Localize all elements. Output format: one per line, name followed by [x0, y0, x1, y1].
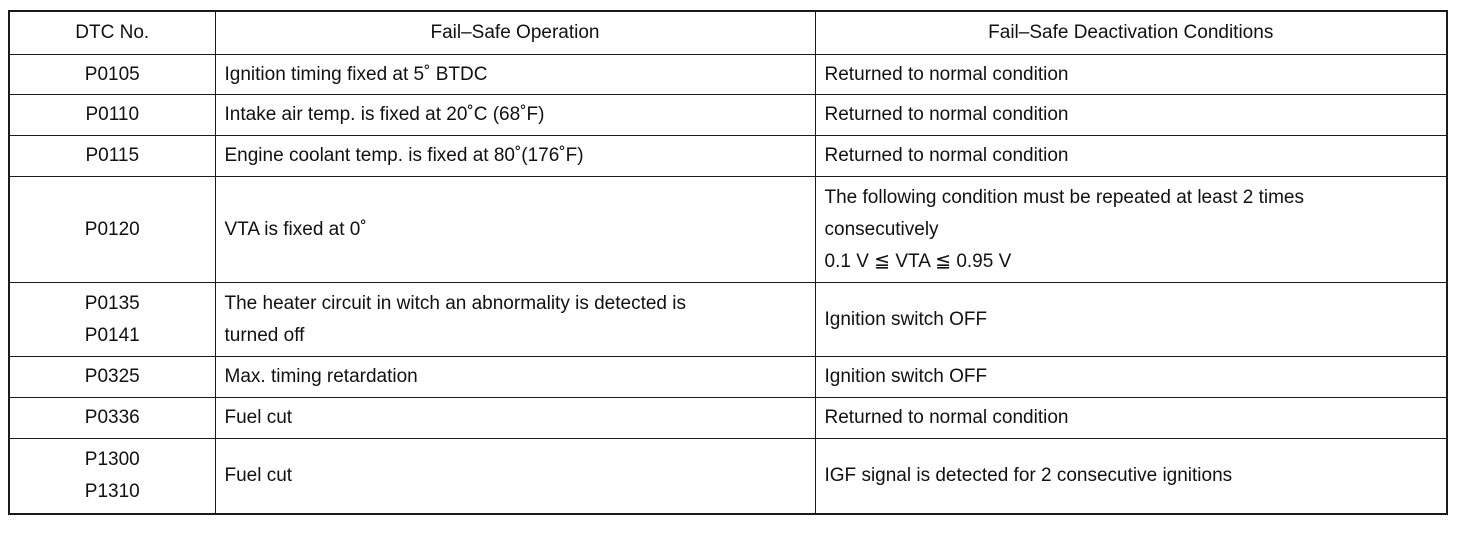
- dtc-code: P0135: [84, 292, 140, 314]
- table-row: [9, 398, 1447, 439]
- condition-text: The following condition must be repeated at least 2 times: [824, 186, 1304, 208]
- operation-cell: [215, 283, 815, 357]
- operation-text: Engine coolant temp. is fixed at 80˚(176˚F): [224, 145, 584, 166]
- dtc-code-cell: [9, 55, 215, 95]
- operation-cell: [215, 55, 815, 95]
- dtc-code: P0325: [84, 366, 140, 387]
- operation-cell: [215, 95, 815, 136]
- dtc-code: P1310: [84, 481, 140, 502]
- table-row: [9, 136, 1447, 177]
- condition-cell: [815, 95, 1447, 136]
- dtc-code-cell: [9, 357, 215, 398]
- condition-cell: [815, 177, 1447, 283]
- condition-cell: [815, 439, 1447, 515]
- dtc-code-cell: [9, 398, 215, 439]
- operation-text: VTA is fixed at 0˚: [224, 218, 367, 240]
- condition-text: Ignition switch OFF: [824, 366, 988, 387]
- table-row: [9, 95, 1447, 136]
- operation-text: turned off: [224, 324, 305, 346]
- dtc-code-cell: [9, 283, 215, 357]
- dtc-code: P0141: [84, 324, 140, 346]
- dtc-code-cell: [9, 136, 215, 177]
- operation-cell: [215, 398, 815, 439]
- operation-text: Fuel cut: [224, 465, 293, 486]
- condition-cell: [815, 357, 1447, 398]
- condition-cell: [815, 283, 1447, 357]
- dtc-code-cell: [9, 439, 215, 515]
- condition-text: consecutively: [824, 218, 939, 240]
- dtc-code: P0336: [84, 407, 140, 428]
- header-row: [9, 11, 1447, 55]
- dtc-code: P0115: [85, 145, 140, 166]
- condition-text: Returned to normal condition: [824, 407, 1069, 428]
- table-row: [9, 177, 1447, 283]
- operation-cell: [215, 136, 815, 177]
- condition-formula: 0.1 V ≦ VTA ≦ 0.95 V: [824, 250, 1012, 272]
- table-row: [9, 55, 1447, 95]
- dtc-code: P0110: [85, 104, 140, 125]
- condition-text: Returned to normal condition: [824, 104, 1069, 125]
- table-row: [9, 283, 1447, 357]
- dtc-code: P1300: [84, 449, 140, 470]
- dtc-code-cell: [9, 177, 215, 283]
- condition-text: Ignition switch OFF: [824, 308, 988, 330]
- operation-cell: [215, 357, 815, 398]
- operation-text: Ignition timing fixed at 5˚ BTDC: [224, 63, 488, 85]
- table-row: [9, 357, 1447, 398]
- fail-safe-table: [8, 10, 1448, 515]
- fail-safe-table-wrapper: [8, 10, 1446, 515]
- operation-cell: [215, 177, 815, 283]
- operation-text: Max. timing retardation: [224, 366, 418, 387]
- operation-cell: [215, 439, 815, 515]
- header-dtc-no: DTC No.: [9, 11, 215, 55]
- dtc-code: P0105: [84, 63, 140, 85]
- condition-cell: [815, 398, 1447, 439]
- header-deactivation-conditions: Fail–Safe Deactivation Conditions: [815, 11, 1447, 55]
- dtc-code-cell: [9, 95, 215, 136]
- operation-text: The heater circuit in witch an abnormality is detected is: [224, 292, 686, 314]
- dtc-code: P0120: [84, 218, 140, 240]
- operation-text: Intake air temp. is fixed at 20˚C (68˚F): [224, 104, 545, 125]
- condition-text: Returned to normal condition: [824, 63, 1069, 85]
- operation-text: Fuel cut: [224, 407, 293, 428]
- condition-cell: [815, 136, 1447, 177]
- condition-cell: [815, 55, 1447, 95]
- header-fail-safe-operation: Fail–Safe Operation: [215, 11, 815, 55]
- condition-text: Returned to normal condition: [824, 145, 1069, 166]
- table-row: [9, 439, 1447, 515]
- condition-text: IGF signal is detected for 2 consecutive ignitions: [824, 465, 1233, 486]
